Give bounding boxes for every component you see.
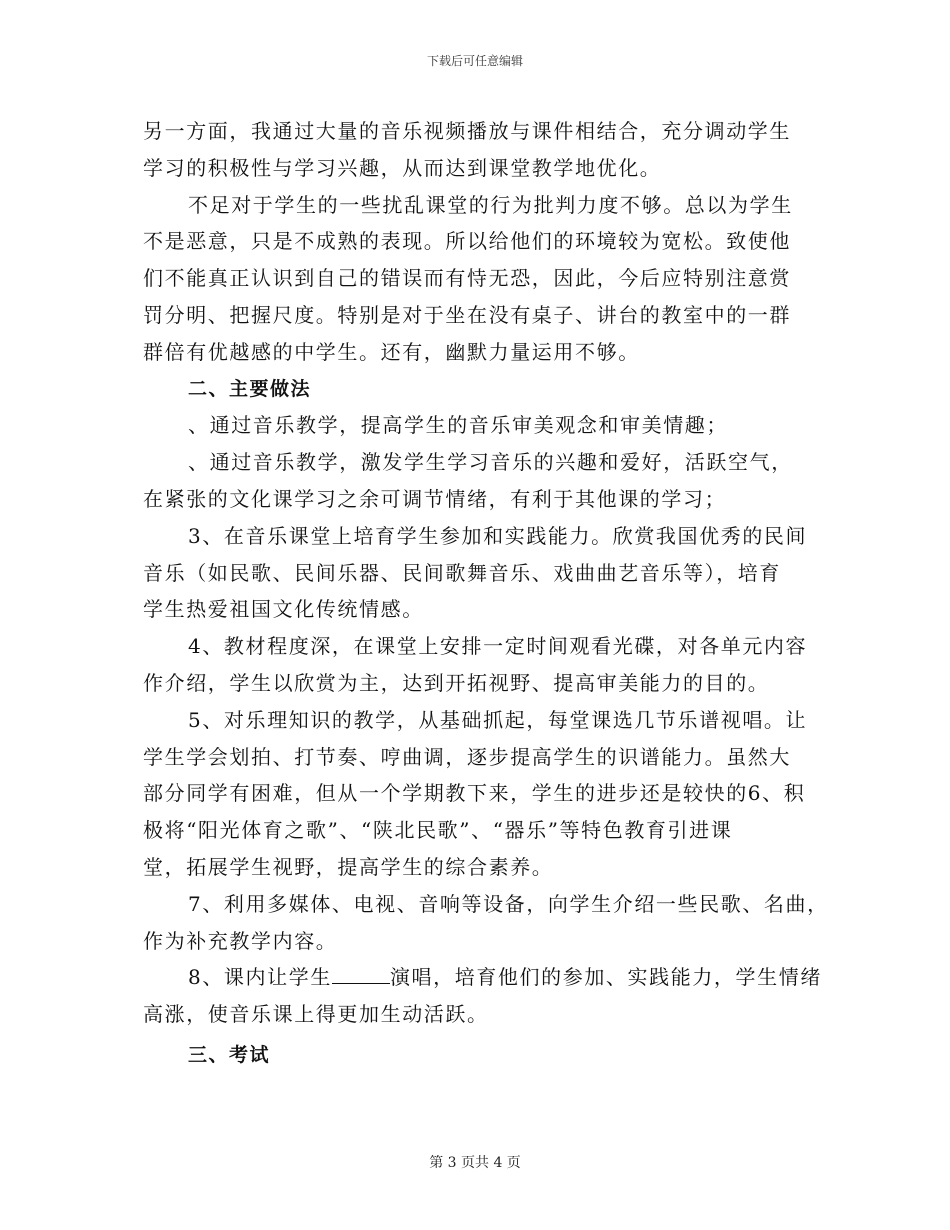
text-line: 不足对于学生的一些扰乱课堂的行为批判力度不够。总以为学生	[188, 192, 793, 217]
item8-suffix: 演唱，培育他们的参加、实践能力，学生情绪	[389, 965, 822, 990]
text-line: 学生热爱祖国文化传统情感。	[143, 597, 424, 622]
section-heading: 三、考试	[188, 1043, 271, 1066]
text-line: 学生学会划拍、打节奏、哼曲调，逐步提高学生的识谱能力。虽然大	[143, 744, 791, 769]
text-line: 部分同学有困难，但从一个学期教下来，学生的进步还是较快的6、积	[143, 781, 806, 806]
text-line: 不是恶意，只是不成熟的表现。所以给他们的环境较为宽松。致使他	[143, 229, 791, 254]
list-item	[143, 518, 823, 628]
text-line: 音乐（如民歌、民间乐器、民间歌舞音乐、戏曲曲艺音乐等），培育	[143, 560, 781, 585]
list-item	[143, 407, 823, 444]
text-line	[143, 959, 823, 996]
text-line: 、通过音乐教学，提高学生的音乐审美观念和审美情趣；	[188, 413, 728, 438]
text-line: 们不能真正认识到自己的错误而有恃无恐，因此，今后应特别注意赏	[143, 266, 791, 291]
section-heading: 二、主要做法	[188, 377, 312, 400]
text-line: 3、在音乐课堂上培育学生参加和实践能力。欣赏我国优秀的民间	[188, 523, 808, 548]
text-line: 、通过音乐教学，激发学生学习音乐的兴趣和爱好，活跃空气，	[188, 450, 793, 475]
text-line: 学习的积极性与学习兴趣，从而达到课堂教学地优化。	[143, 155, 662, 180]
page-footer: 第 3 页共 4 页	[429, 1155, 521, 1171]
text-line: 在紧张的文化课学习之余可调节情绪，有利于其他课的学习；	[143, 486, 727, 511]
text-line: 7、利用多媒体、电视、音响等设备，向学生介绍一些民歌、名曲，	[188, 891, 829, 916]
fill-in-blank	[332, 961, 390, 984]
text-line: 罚分明、把握尺度。特别是对于坐在没有桌子、讲台的教室中的一群	[143, 302, 791, 327]
page-header: 下载后可任意编辑	[426, 54, 523, 68]
list-item	[143, 702, 823, 886]
list-item	[143, 444, 823, 518]
text-line: 5、对乐理知识的教学，从基础抓起，每堂课选几节乐谱视唱。让	[188, 707, 808, 732]
paragraph	[143, 187, 823, 371]
document-body	[143, 113, 829, 1074]
text-line: 高涨，使音乐课上得更加生动活跃。	[143, 1002, 489, 1027]
text-line: 作为补充教学内容。	[143, 928, 338, 953]
text-line: 堂，拓展学生视野，提高学生的综合素养。	[143, 854, 554, 879]
item8-prefix: 8、课内让学生	[188, 965, 332, 990]
list-item	[143, 959, 823, 1033]
text-line: 群倍有优越感的中学生。还有，幽默力量运用不够。	[143, 339, 640, 364]
text-line: 作介绍，学生以欣赏为主，达到开拓视野、提高审美能力的目的。	[143, 670, 770, 695]
text-line: 极将“阳光体育之歌”、“陕北民歌”、“器乐”等特色教育引进课	[143, 818, 733, 843]
paragraph	[143, 113, 823, 187]
list-item	[143, 628, 823, 702]
text-line: 4、教材程度深，在课堂上安排一定时间观看光碟，对各单元内容	[188, 634, 808, 659]
text-line: 另一方面，我通过大量的音乐视频播放与课件相结合，充分调动学生	[143, 119, 791, 143]
list-item	[143, 886, 829, 960]
